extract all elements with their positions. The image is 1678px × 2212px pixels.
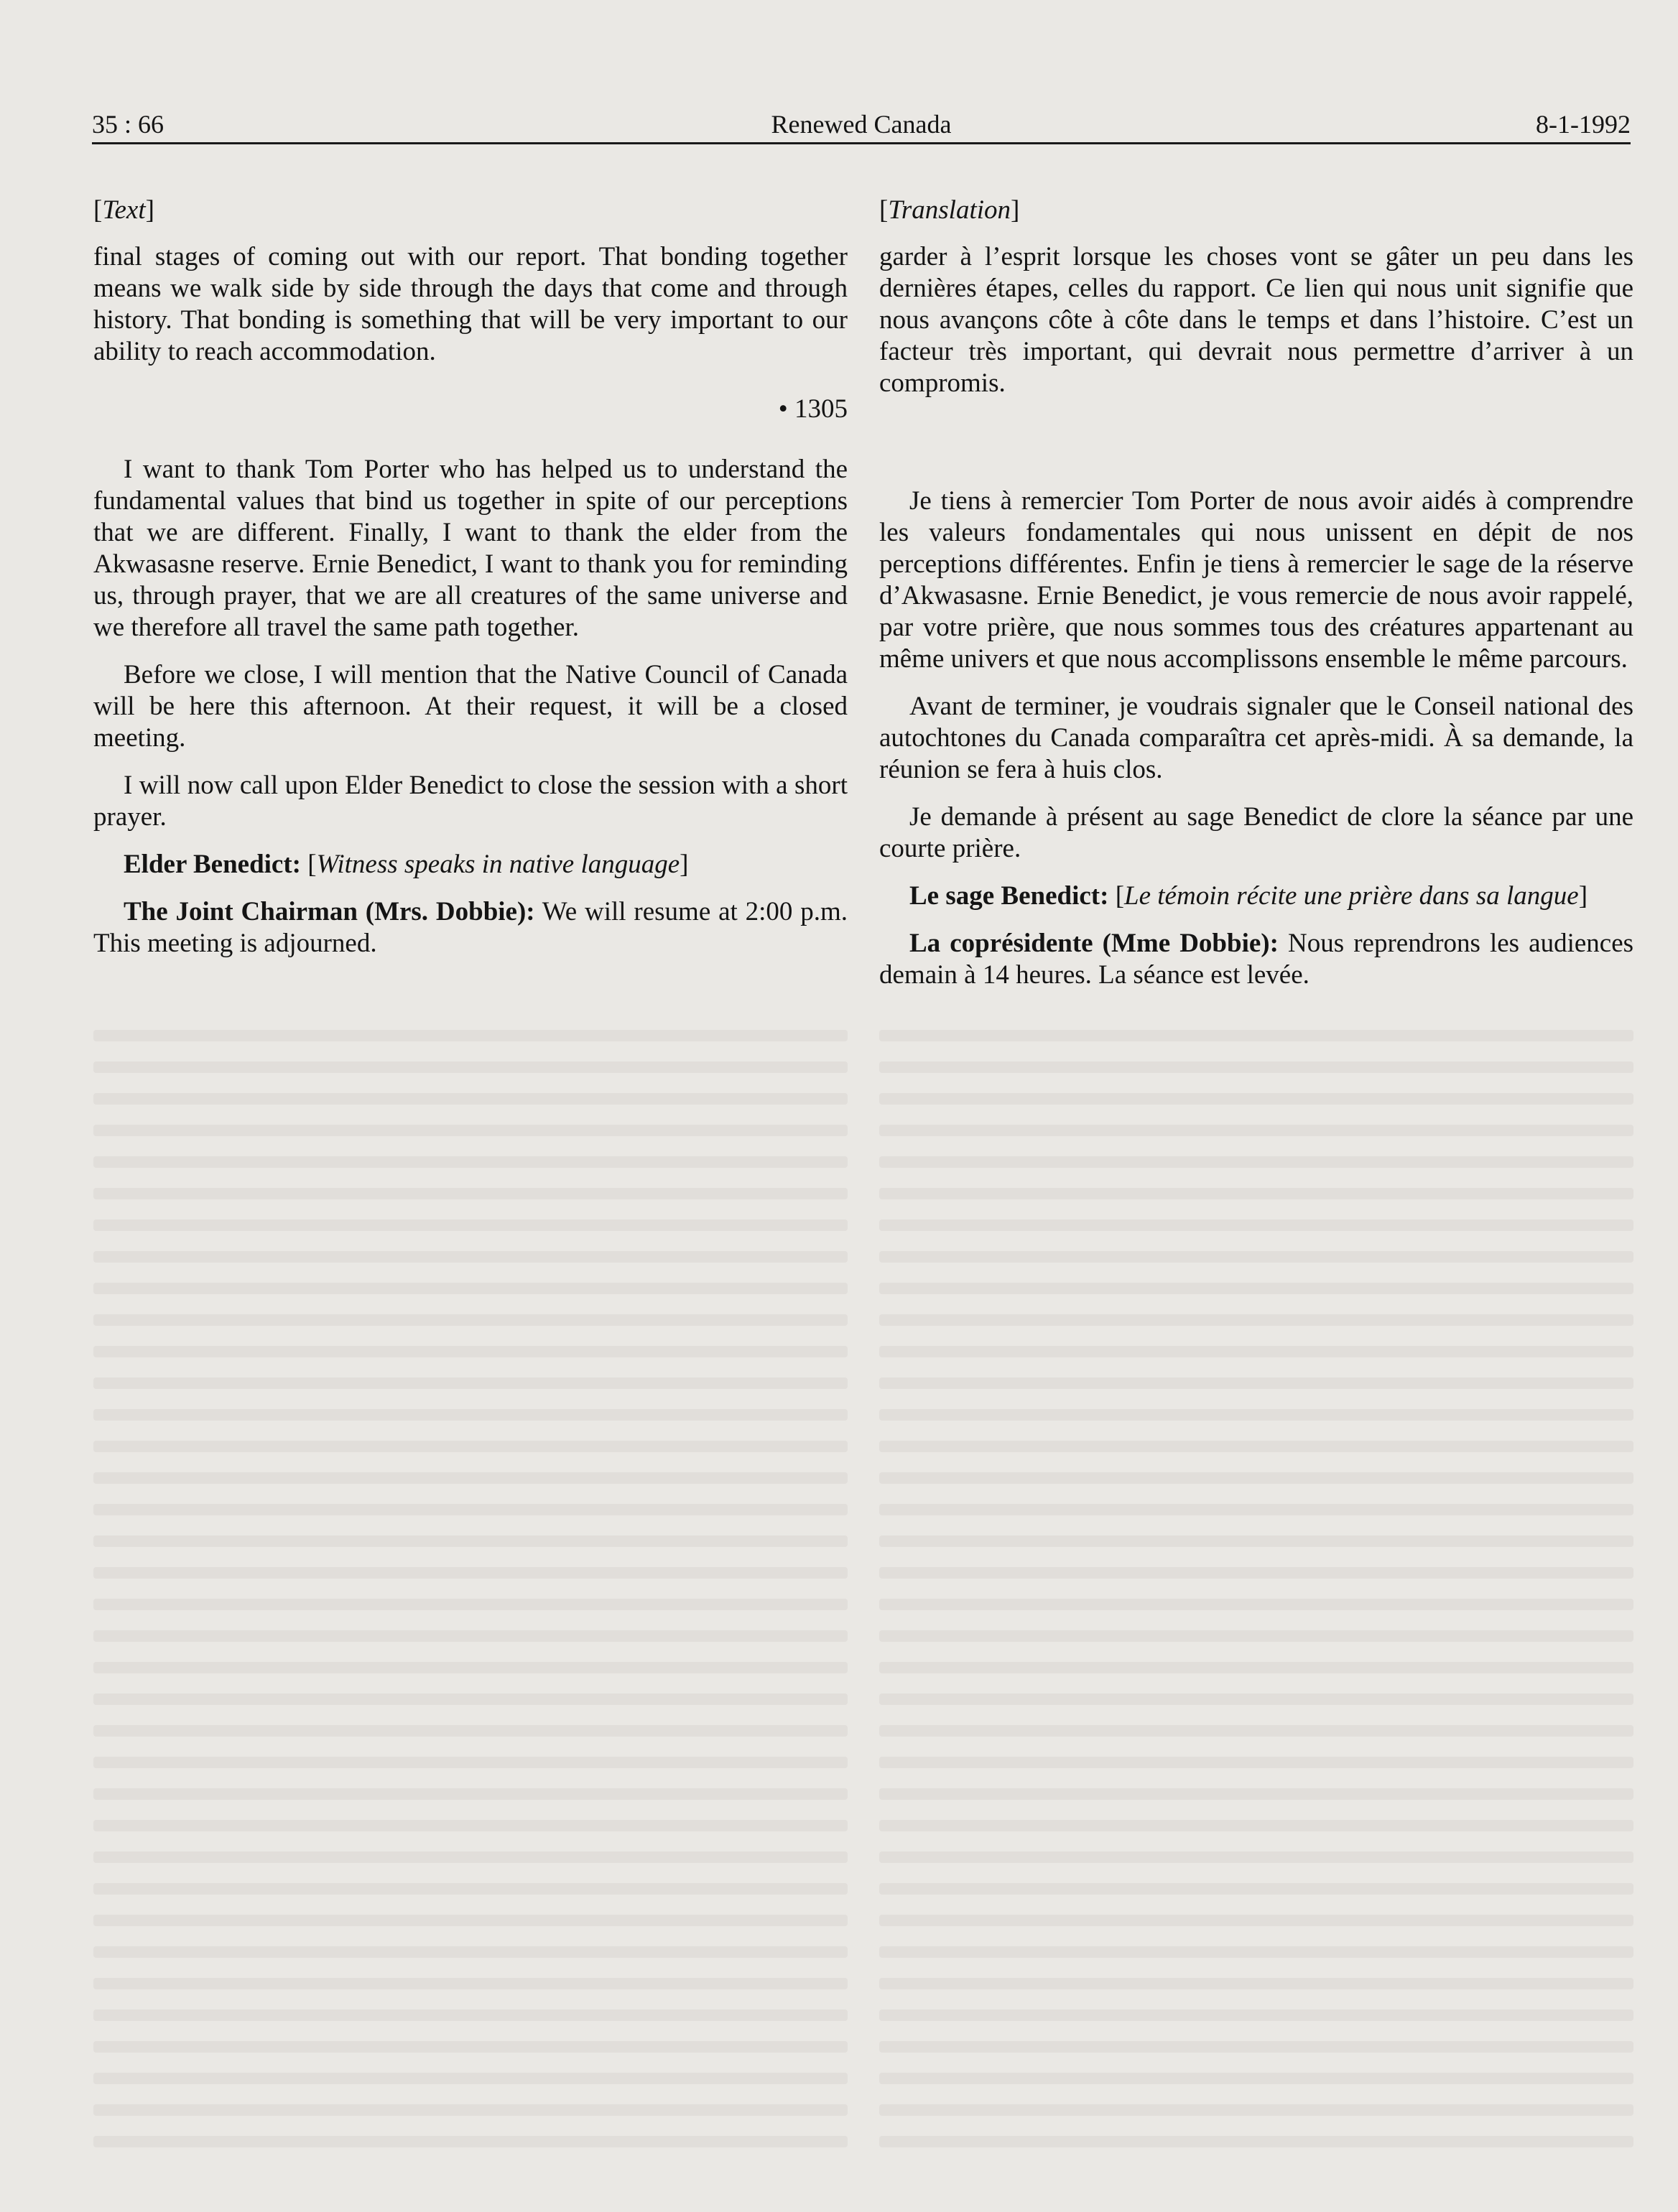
show-through-line: [93, 1978, 848, 1989]
show-through-line: [93, 2136, 848, 2147]
speaker-paragraph: [93, 896, 848, 959]
show-through-line: [879, 2009, 1633, 2021]
show-through-line: [93, 1599, 848, 1610]
show-through-line: [879, 1820, 1633, 1831]
show-through-line: [93, 1156, 848, 1168]
show-through-line: [93, 1283, 848, 1294]
show-through-line: [93, 1946, 848, 1958]
page-number: 35 : 66: [92, 110, 164, 139]
show-through-line: [879, 1188, 1633, 1199]
show-through-line: [879, 1472, 1633, 1484]
show-through-line: [93, 1346, 848, 1357]
show-through-line: [93, 1251, 848, 1263]
page-header: [92, 108, 1631, 141]
speaker-paragraph: Elder Benedict: [Witness speaks in native language]: [124, 850, 689, 879]
show-through-line: [93, 2104, 848, 2116]
paragraph: I want to thank Tom Porter who has helped us to understand the fundamental values that bind us together in spite of our perceptions that we are different. Finally, I want to thank the elder from the Akwasasne reserve. Ernie Benedict, I want to thank you for reminding us, through prayer, that we are all creatures of the same universe and we therefore all travel the same path together.: [93, 455, 848, 642]
show-through-line: [879, 1093, 1633, 1105]
show-through-line: [879, 1535, 1633, 1547]
show-through-line: [879, 1851, 1633, 1863]
speaker-paragraph: [879, 928, 1633, 991]
running-title: Renewed Canada: [771, 110, 952, 139]
show-through-line: [879, 1156, 1633, 1168]
show-through-line: [879, 1662, 1633, 1673]
show-through-line: [879, 1883, 1633, 1895]
show-through-line: [93, 1725, 848, 1737]
column-label-translation: [Translation]: [879, 195, 1020, 225]
show-through-line: [93, 1535, 848, 1547]
show-through-line: [93, 1851, 848, 1863]
show-through-line: [879, 1978, 1633, 1989]
show-through-line: [879, 1314, 1633, 1326]
paragraph: garder à l’esprit lorsque les choses vont se gâter un peu dans les dernières étapes, celles du rapport. Ce lien qui nous unit signifie que nous avançons côte à côte dans le temps et dans l’histoire. C’est un facteur très important, qui devrait nous permettre d’arriver à un compromis.: [879, 242, 1633, 398]
show-through-line: [879, 2104, 1633, 2116]
page-date: 8-1-1992: [1536, 110, 1631, 139]
show-through-line: [93, 1630, 848, 1642]
stage-direction: Witness speaks in native language: [316, 850, 680, 879]
show-through-line: [93, 1219, 848, 1231]
speaker-name: Le sage Benedict:: [909, 881, 1109, 911]
show-through-line: [93, 1820, 848, 1831]
show-through-line: [93, 1125, 848, 1136]
show-through-line: [93, 1314, 848, 1326]
english-column: [93, 192, 848, 975]
show-through-line: [93, 1883, 848, 1895]
show-through-line: [93, 1757, 848, 1768]
column-label-text: [Text]: [93, 195, 154, 225]
show-through-line: [879, 1630, 1633, 1642]
show-through-line: [879, 2041, 1633, 2053]
show-through-line: [879, 1788, 1633, 1800]
speaker-name: The Joint Chairman (Mrs. Dobbie):: [124, 897, 535, 926]
show-through-line: [879, 1030, 1633, 1041]
show-through-line: [93, 1693, 848, 1705]
show-through-line: [879, 1946, 1633, 1958]
stage-direction: Le témoin récite une prière dans sa langue: [1124, 881, 1579, 911]
show-through-line: [93, 1662, 848, 1673]
paragraph: Je demande à présent au sage Benedict de clore la séance par une courte prière.: [879, 802, 1633, 863]
show-through-line: [93, 1915, 848, 1926]
show-through-line: [879, 1377, 1633, 1389]
show-through-line: [93, 1788, 848, 1800]
show-through-line: [93, 1030, 848, 1041]
show-through-line: [93, 1441, 848, 1452]
show-through-line: [879, 1693, 1633, 1705]
show-through-line: [879, 1599, 1633, 1610]
speaker-paragraph: Le sage Benedict: [Le témoin récite une prière dans sa langue]: [909, 881, 1588, 911]
spacer: [879, 425, 1633, 457]
time-stamp: • 1305: [778, 394, 848, 424]
paragraph: final stages of coming out with our report. That bonding together means we walk side by side through the days that come and through history. That bonding is something that will be very important to our ability to reach accommodation.: [93, 242, 848, 366]
header-rule: [92, 142, 1631, 144]
show-through-line: [93, 1061, 848, 1073]
paragraph: Je tiens à remercier Tom Porter de nous avoir aidés à comprendre les valeurs fondamentales qui nous unissent en dépit de nos perceptions différentes. Enfin je tiens à remercier le sage de la réserve d’Akwasasne. Ernie Benedict, je vous remercie de nous avoir rappelé, par votre prière, que nous sommes tous des créatures appartenant au même univers et que nous accomplissons ensemble le même parcours.: [879, 486, 1633, 674]
show-through-line: [879, 2136, 1633, 2147]
speaker-remarks: We will resume at 2:00 p.m. This meeting is adjourned.: [93, 897, 848, 958]
show-through-line: [879, 1061, 1633, 1073]
show-through-line: [93, 2009, 848, 2021]
show-through-line: [879, 1219, 1633, 1231]
show-through-line: [879, 1504, 1633, 1515]
show-through-line: [879, 1725, 1633, 1737]
show-through-line: [93, 1472, 848, 1484]
show-through-line: [93, 1504, 848, 1515]
show-through-line: [93, 1567, 848, 1579]
show-through-line: [93, 1409, 848, 1421]
paragraph: Avant de terminer, je voudrais signaler que le Conseil national des autochtones du Canada comparaîtra cet après-midi. À sa demande, la réunion se fera à huis clos.: [879, 692, 1633, 784]
show-through-line: [879, 1283, 1633, 1294]
show-through-line: [879, 1125, 1633, 1136]
paragraph: Before we close, I will mention that the Native Council of Canada will be here this afternoon. At their request, it will be a closed meeting.: [93, 660, 848, 753]
show-through-line: [879, 1915, 1633, 1926]
show-through-line: [879, 2073, 1633, 2084]
show-through-line: [879, 1409, 1633, 1421]
paragraph: I will now call upon Elder Benedict to close the session with a short prayer.: [93, 771, 848, 832]
show-through-line: [879, 1441, 1633, 1452]
show-through-line: [93, 2041, 848, 2053]
show-through-line: [879, 1251, 1633, 1263]
show-through-line: [93, 1093, 848, 1105]
show-through-line: [93, 2073, 848, 2084]
speaker-remarks: Nous reprendrons les audiences demain à 14 heures. La séance est levée.: [879, 929, 1634, 990]
speaker-name: Elder Benedict:: [124, 850, 301, 879]
show-through-line: [93, 1188, 848, 1199]
french-column: [879, 192, 1633, 1007]
show-through-line: [93, 1377, 848, 1389]
show-through-line: [879, 1567, 1633, 1579]
show-through-line: [879, 1346, 1633, 1357]
speaker-name: La coprésidente (Mme Dobbie):: [909, 929, 1279, 958]
show-through-line: [879, 1757, 1633, 1768]
